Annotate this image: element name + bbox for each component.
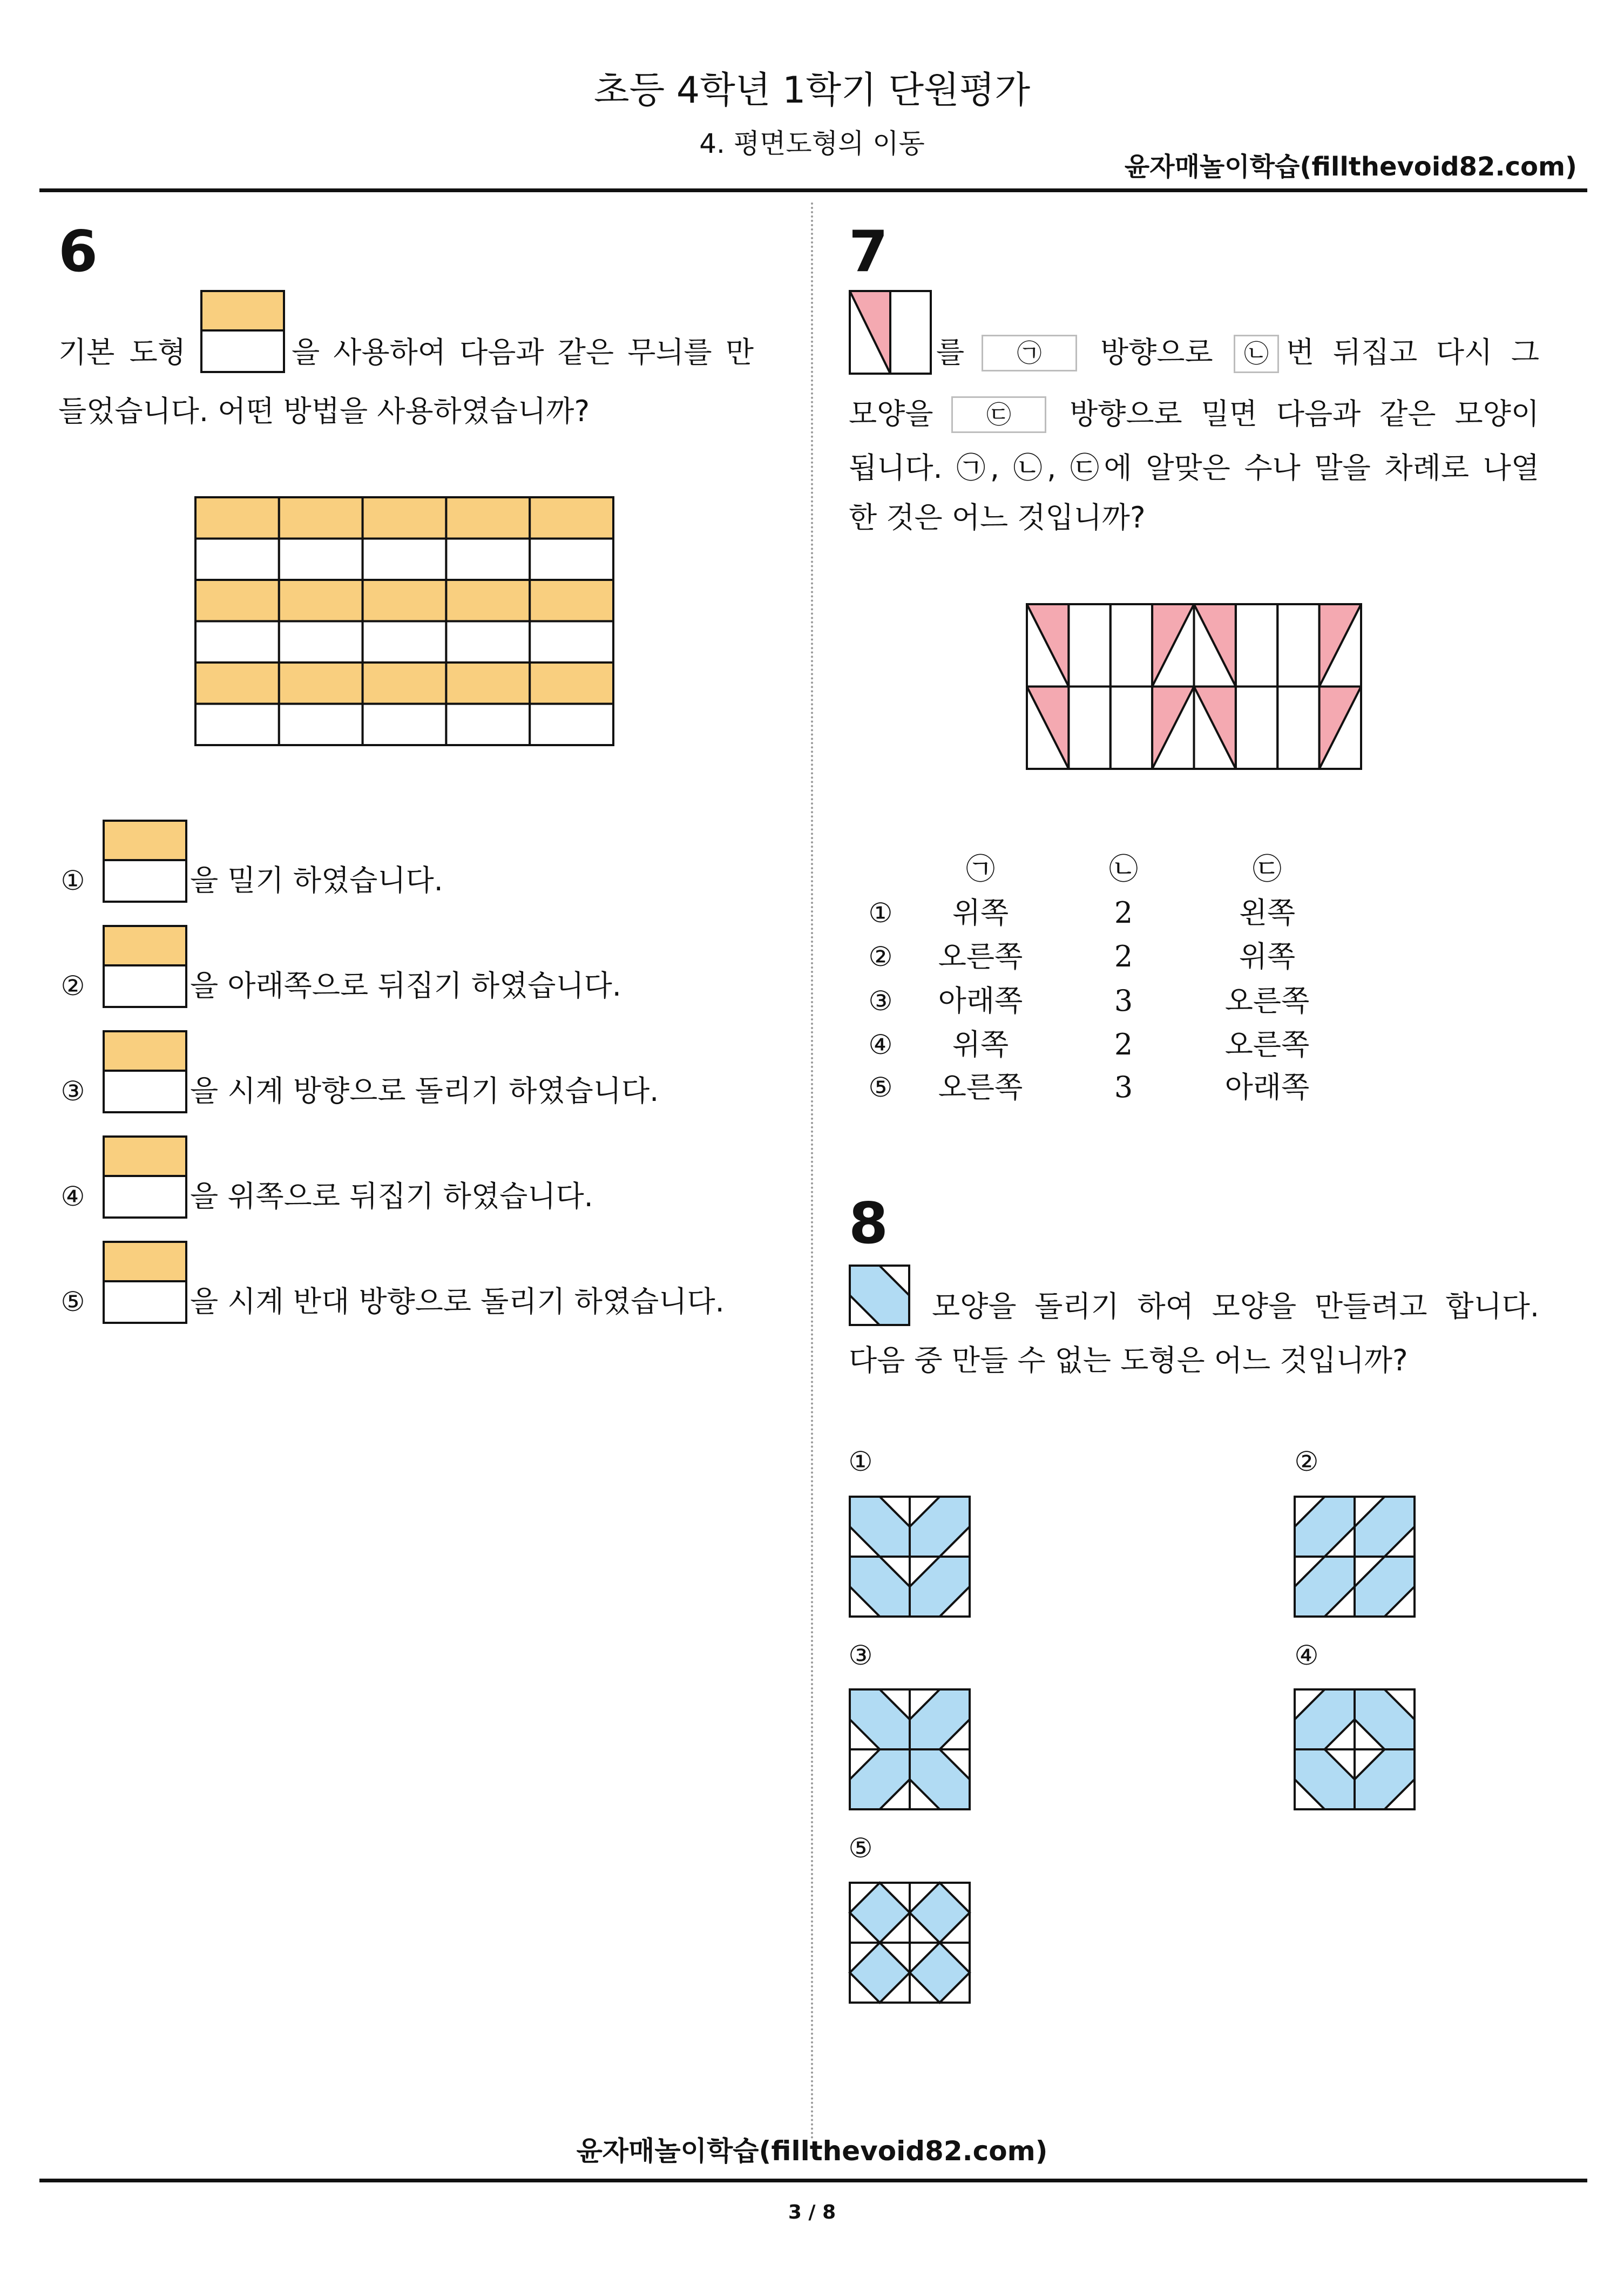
pattern-grid — [1026, 603, 1362, 770]
unit-subtitle: 4. 평면도형의 이동 — [699, 128, 925, 159]
pattern-cell — [195, 704, 279, 746]
pattern-cell — [279, 497, 363, 539]
option-number: ③ — [60, 1076, 85, 1107]
question-text-line: 들었습니다. 어떤 방법을 사용하였습니까? — [58, 394, 590, 428]
header-rule — [39, 188, 1587, 192]
option-number: ② — [868, 941, 893, 972]
blank-box: ㉡ — [1234, 335, 1279, 373]
option-shape — [103, 1030, 187, 1113]
blue-band — [850, 1557, 910, 1617]
question-text-line: 한 것은 어느 것입니까? — [849, 501, 1146, 535]
base-shape-top — [202, 292, 283, 332]
pattern-cell — [195, 580, 279, 621]
table-cell: 2 — [1114, 896, 1133, 930]
option-number: ⑤ — [848, 1833, 873, 1864]
blue-band — [850, 1749, 910, 1809]
table-cell: 오른쪽 — [1224, 1027, 1310, 1062]
blue-diamond — [850, 1883, 910, 1943]
question-text-line: 됩니다. ㉠, ㉡, ㉢에 알맞은 수나 말을 차례로 나열 — [849, 451, 1539, 485]
option-text: 을 시계 방향으로 돌리기 하였습니다. — [190, 1074, 659, 1108]
pattern-cell — [446, 497, 530, 539]
option-shape-top — [105, 1243, 185, 1282]
pattern-cell — [1068, 687, 1110, 769]
blue-band — [1355, 1557, 1415, 1617]
option-shape — [103, 1241, 187, 1324]
pattern-cell — [363, 580, 446, 621]
blank-box: ㉠ — [982, 335, 1077, 371]
table-header: ㉡ — [1109, 852, 1138, 886]
pattern-cell — [530, 704, 613, 746]
question-number: 8 — [849, 1191, 889, 1256]
blue-band — [1295, 1749, 1355, 1809]
question-text-line: 다음 중 만들 수 없는 도형은 어느 것입니까? — [849, 1343, 1408, 1377]
pattern-cell — [1277, 687, 1319, 769]
table-header: ㉢ — [1253, 852, 1282, 886]
blue-band — [1295, 1689, 1355, 1749]
blue-band — [850, 1689, 910, 1749]
base-shape — [849, 290, 932, 375]
option-number: ④ — [868, 1029, 893, 1060]
option-text: 을 밀기 하였습니다. — [190, 863, 443, 897]
page-number: 3 / 8 — [788, 2201, 836, 2223]
pattern-cell — [446, 704, 530, 746]
option-text: 을 아래쪽으로 뒤집기 하였습니다. — [190, 969, 621, 1003]
blue-band — [910, 1557, 970, 1617]
option-shape-top — [105, 1032, 185, 1072]
blue-band — [910, 1689, 970, 1749]
option-figure — [849, 1688, 971, 1810]
table-cell: 위쪽 — [1239, 939, 1296, 973]
pattern-cell — [195, 539, 279, 580]
table-cell: 2 — [1114, 1027, 1133, 1062]
pattern-cell — [195, 497, 279, 539]
blue-band — [910, 1749, 970, 1809]
pattern-cell — [530, 580, 613, 621]
option-number: ① — [60, 865, 85, 896]
table-header: ㉠ — [966, 852, 995, 886]
question-text-line: 기본 도형 — [58, 335, 186, 369]
table-cell: 오른쪽 — [938, 939, 1023, 973]
pattern-cell — [1277, 604, 1319, 687]
blue-diamond — [910, 1943, 970, 2003]
blue-band — [910, 1497, 970, 1557]
table-cell: 아래쪽 — [938, 984, 1023, 1018]
question-number: 7 — [849, 219, 889, 285]
option-figure — [849, 1882, 971, 2004]
pattern-cell — [195, 662, 279, 704]
option-number: ③ — [848, 1640, 873, 1671]
pattern-cell — [363, 662, 446, 704]
option-text: 을 위쪽으로 뒤집기 하였습니다. — [190, 1179, 593, 1213]
table-cell: 오른쪽 — [1224, 984, 1310, 1018]
table-cell: 왼쪽 — [1239, 896, 1296, 930]
option-shape — [103, 925, 187, 1008]
question-number: 6 — [58, 219, 98, 285]
table-cell: 3 — [1114, 1070, 1133, 1104]
pattern-cell — [446, 662, 530, 704]
blue-band — [1295, 1497, 1355, 1557]
option-number: ① — [868, 897, 893, 929]
question-text-segment: 방향으로 — [1100, 335, 1213, 369]
option-number: ④ — [60, 1181, 85, 1212]
pattern-cell — [1111, 687, 1152, 769]
base-shape — [200, 290, 285, 373]
blue-band — [850, 1497, 910, 1557]
option-number: ⑤ — [868, 1072, 893, 1103]
option-number: ② — [1294, 1446, 1319, 1477]
pattern-cell — [363, 621, 446, 663]
pattern-cell — [363, 539, 446, 580]
blue-band — [1355, 1689, 1415, 1749]
blue-band — [1295, 1557, 1355, 1617]
pattern-cell — [446, 539, 530, 580]
option-text: 을 시계 반대 방향으로 돌리기 하였습니다. — [190, 1284, 725, 1319]
pattern-cell — [1236, 604, 1277, 687]
option-number: ① — [848, 1446, 873, 1477]
option-figure — [1294, 1688, 1416, 1810]
blue-band — [1355, 1497, 1415, 1557]
option-shape — [103, 1135, 187, 1219]
footer-rule — [39, 2179, 1587, 2182]
pattern-cell — [363, 497, 446, 539]
pattern-cell — [1111, 604, 1152, 687]
table-cell: 위쪽 — [952, 1027, 1009, 1062]
pattern-cell — [446, 621, 530, 663]
option-shape — [103, 820, 187, 903]
blue-band — [850, 1266, 909, 1325]
question-text-segment: 모양을 — [849, 397, 933, 431]
pattern-cell — [279, 704, 363, 746]
table-cell: 3 — [1114, 984, 1133, 1018]
pattern-cell — [890, 291, 931, 374]
option-number: ⑤ — [60, 1286, 85, 1317]
table-cell: 위쪽 — [952, 896, 1009, 930]
option-shape-top — [105, 1138, 185, 1177]
question-text-segment: 를 — [936, 335, 965, 369]
pattern-grid — [194, 496, 614, 746]
question-text-segment: 번 뒤집고 다시 그 — [1286, 335, 1539, 369]
pattern-cell — [530, 539, 613, 580]
pattern-cell — [279, 662, 363, 704]
pattern-cell — [446, 580, 530, 621]
blue-band — [1355, 1749, 1415, 1809]
question-text-line: 모양을 돌리기 하여 모양을 만들려고 합니다. — [932, 1289, 1539, 1323]
page-title: 초등 4학년 1학기 단원평가 — [593, 69, 1031, 112]
blank-box: ㉢ — [951, 396, 1046, 433]
footer-brand: 윤자매놀이학습(fillthevoid82.com) — [576, 2135, 1048, 2167]
option-number: ② — [60, 970, 85, 1002]
base-tile — [849, 1265, 910, 1326]
table-cell: 오른쪽 — [938, 1070, 1023, 1104]
header-brand: 윤자매놀이학습(fillthevoid82.com) — [1124, 152, 1577, 182]
pattern-cell — [530, 662, 613, 704]
pattern-cell — [195, 621, 279, 663]
pattern-cell — [363, 704, 446, 746]
pattern-cell — [530, 497, 613, 539]
table-cell: 아래쪽 — [1224, 1070, 1310, 1104]
table-cell: 2 — [1114, 939, 1133, 973]
option-number: ④ — [1294, 1640, 1319, 1671]
pattern-cell — [279, 621, 363, 663]
column-divider — [811, 202, 813, 2141]
question-text-line: 을 사용하여 다음과 같은 무늬를 만 — [292, 335, 754, 369]
option-shape-top — [105, 822, 185, 861]
blue-diamond — [910, 1883, 970, 1943]
question-text-segment: 방향으로 밀면 다음과 같은 모양이 — [1070, 397, 1539, 431]
option-number: ③ — [868, 985, 893, 1017]
blue-diamond — [850, 1943, 910, 2003]
option-shape-top — [105, 927, 185, 966]
pattern-cell — [279, 539, 363, 580]
pattern-cell — [530, 621, 613, 663]
pattern-cell — [1068, 604, 1110, 687]
option-figure — [849, 1496, 971, 1618]
pattern-cell — [1236, 687, 1277, 769]
option-figure — [1294, 1496, 1416, 1618]
pattern-cell — [279, 580, 363, 621]
